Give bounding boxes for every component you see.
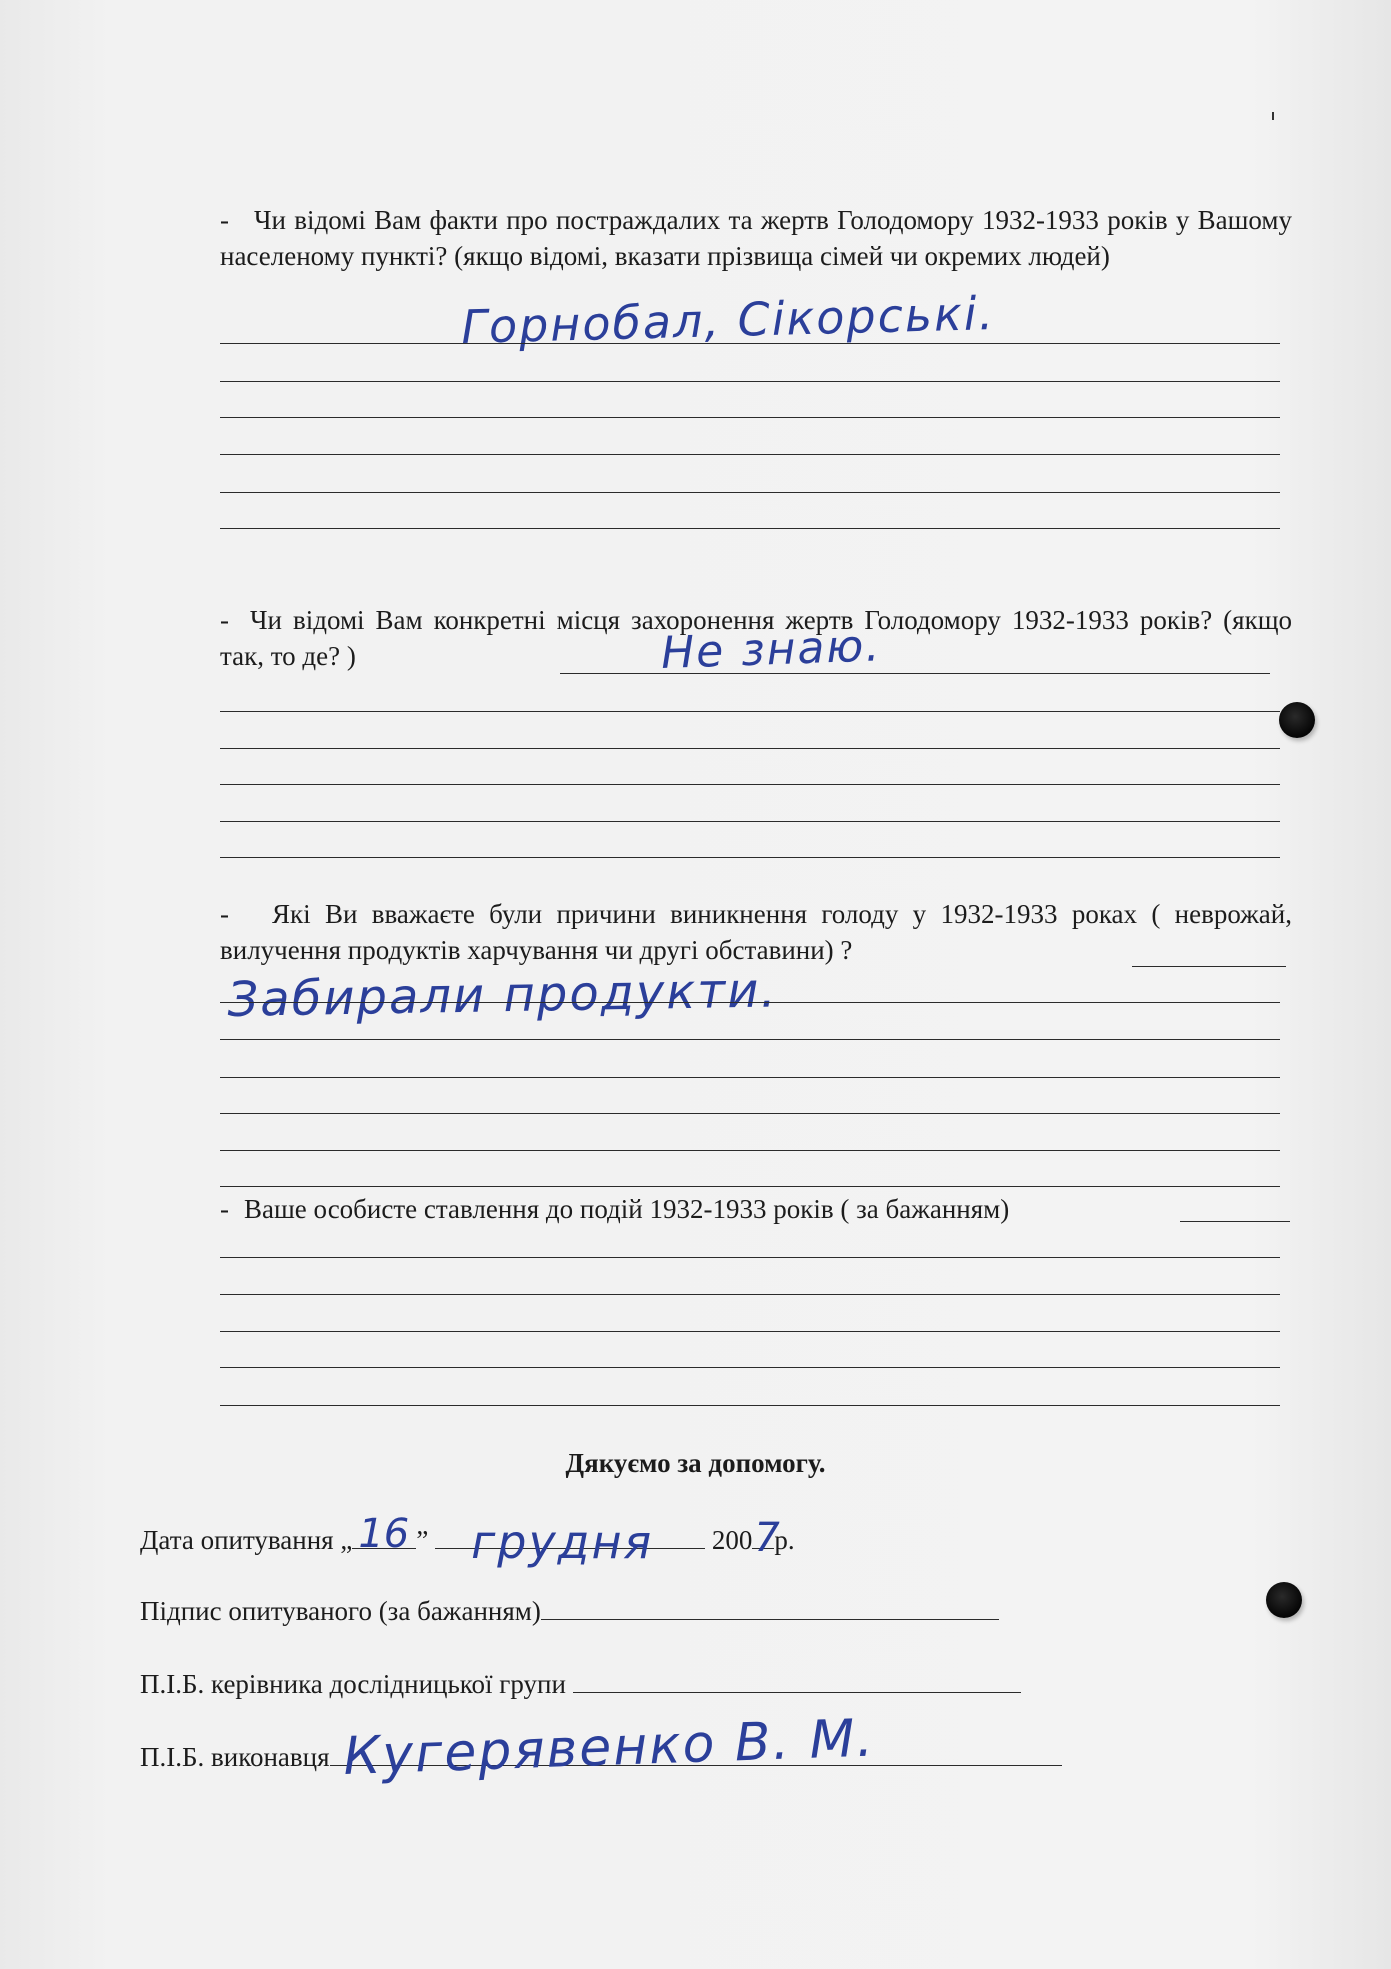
answer-line xyxy=(220,1405,1280,1406)
close-quote: ” xyxy=(416,1525,429,1555)
punch-hole-bottom xyxy=(1266,1582,1302,1618)
edge-mark xyxy=(1272,112,1274,120)
survey-date-label: Дата опитування xyxy=(140,1525,334,1555)
answer-1-handwriting: Горнобал, Сікорські. xyxy=(460,286,996,354)
open-quote: „ xyxy=(340,1525,353,1555)
executor-field xyxy=(330,1708,1062,1787)
answer-line xyxy=(220,1257,1280,1258)
year-prefix: 200 xyxy=(711,1525,753,1555)
answer-line xyxy=(220,343,1280,344)
survey-year-handwriting: 7 xyxy=(754,1515,780,1561)
answer-line xyxy=(220,528,1280,529)
survey-year-field xyxy=(752,1515,780,1561)
survey-day-field xyxy=(352,1511,416,1557)
bullet-dash: - xyxy=(220,205,229,235)
answer-line xyxy=(220,1331,1280,1332)
answer-line xyxy=(220,1294,1280,1295)
question-4-text: Ваше особисте ставлення до подій 1932-1933 років ( за бажанням) xyxy=(244,1194,1010,1224)
answer-line xyxy=(220,1002,1280,1003)
year-suffix: р. xyxy=(774,1525,795,1555)
question-3-text: Які Ви вважаєте були причини виникнення голоду у 1932-1933 роках ( неврожай, вилучення продуктів харчування чи другі обставини) ? xyxy=(220,899,1292,965)
answer-line xyxy=(220,711,1280,712)
answer-line xyxy=(220,1039,1280,1040)
survey-month-field xyxy=(435,1515,705,1569)
answer-3-handwriting: Забирали продукти. xyxy=(227,962,779,1028)
answer-inline-line xyxy=(1132,966,1286,967)
answer-line xyxy=(220,748,1280,749)
answer-inline-line xyxy=(1180,1221,1290,1222)
survey-day-handwriting: 16 xyxy=(358,1511,410,1557)
bullet-dash: - xyxy=(220,1194,229,1224)
question-3 xyxy=(220,896,1292,968)
signature-field xyxy=(541,1591,999,1620)
executor-row xyxy=(140,1708,1062,1787)
executor-handwriting: Кугерявенко В. М. xyxy=(341,1708,876,1787)
answer-line xyxy=(220,1077,1280,1078)
question-1 xyxy=(220,202,1292,274)
answer-line xyxy=(220,381,1280,382)
answer-line xyxy=(220,1186,1280,1187)
executor-label: П.І.Б. виконавця xyxy=(140,1742,330,1772)
question-1-text: Чи відомі Вам факти про постраждалих та жертв Голодомору 1932-1933 років у Вашому населеному пункті? (якщо відомі, вказати прізвища сімей чи окремих людей) xyxy=(220,205,1292,271)
answer-2-handwriting: Не знаю. xyxy=(660,620,883,679)
answer-line xyxy=(220,492,1280,493)
answer-line xyxy=(220,454,1280,455)
answer-line xyxy=(220,1113,1280,1114)
signature-row xyxy=(140,1591,999,1629)
punch-hole-top xyxy=(1279,702,1315,738)
answer-line xyxy=(220,1367,1280,1368)
signature-label: Підпис опитуваного (за бажанням) xyxy=(140,1596,541,1626)
answer-line xyxy=(220,784,1280,785)
answer-line xyxy=(220,1150,1280,1151)
leader-row xyxy=(140,1664,1021,1702)
question-2-text: Чи відомі Вам конкретні місця захоронення жертв Голодомору 1932-1933 років? (якщо так, то де? ) xyxy=(220,605,1292,671)
answer-line xyxy=(220,417,1280,418)
survey-month-handwriting: грудня xyxy=(471,1515,654,1569)
answer-line xyxy=(220,857,1280,858)
bullet-dash: - xyxy=(220,605,229,635)
leader-label: П.І.Б. керівника дослідницької групи xyxy=(140,1669,566,1699)
thanks-text: Дякуємо за допомогу. xyxy=(565,1448,826,1478)
survey-date-row xyxy=(140,1511,795,1569)
leader-field xyxy=(573,1664,1021,1693)
bullet-dash: - xyxy=(220,899,229,929)
answer-line xyxy=(220,821,1280,822)
question-4 xyxy=(220,1191,1292,1227)
